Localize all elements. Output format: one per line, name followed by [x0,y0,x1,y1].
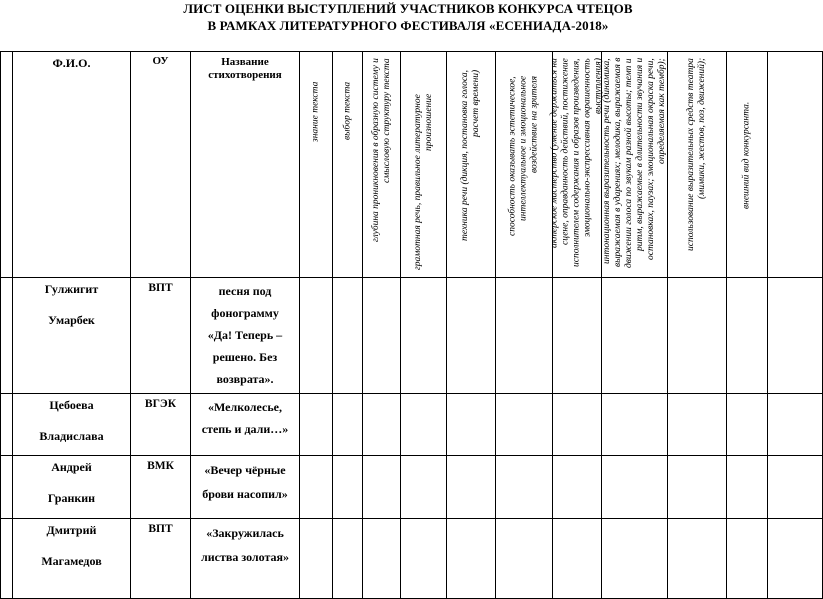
criterion-label: способность оказывать эстетическое, интеллектуальное и эмоциональное воздействие на зрителя [507,76,540,236]
participant-ou: ВПТ [131,519,191,599]
evaluation-table [0,51,823,599]
participant-first-name: Андрей [51,460,92,474]
criterion-header [363,52,401,278]
score-cell[interactable] [668,519,727,599]
poem-line: листва золотая» [200,550,290,564]
poem-line: степь и дали…» [201,422,289,436]
criterion-label: знание текста [310,82,321,143]
score-cell[interactable] [363,456,401,519]
score-cell[interactable] [602,278,668,394]
score-cell[interactable] [333,278,363,394]
extra-empty-cell [768,519,823,599]
score-cell[interactable] [401,456,447,519]
score-cell[interactable] [447,519,496,599]
participant-name [13,278,131,394]
table-row [1,278,823,394]
criterion-label: грамотная речь, правильное литературное произношение [412,94,434,270]
criterion-label: актерское мастерство (умение держаться на сцене, оправданность действий, постижение исполнителем содержания и образов произведения, эмоционально-экспрессивная окрашенность выступления) [549,58,604,267]
criterion-label: глубина проникновения в образную систему и смысловую структуру текста [370,58,392,242]
participant-poem [191,456,300,519]
poem-line: «Закружилась [206,526,284,540]
score-cell[interactable] [727,519,768,599]
score-cell[interactable] [300,456,333,519]
poem-line: «Вечер чёрные [204,463,286,477]
score-cell[interactable] [668,456,727,519]
score-cell[interactable] [727,394,768,456]
score-cell[interactable] [401,394,447,456]
criterion-label: использование выразительных средств театра (мимики, жестов, поз, движений); [686,58,707,251]
header-ou: ОУ [131,52,191,278]
score-cell[interactable] [363,394,401,456]
participant-last-name: Гранкин [47,491,96,505]
score-cell[interactable] [496,278,553,394]
poem-line: возврата». [216,372,274,386]
score-cell[interactable] [363,278,401,394]
score-cell[interactable] [333,394,363,456]
score-cell[interactable] [496,456,553,519]
participant-poem [191,278,300,394]
header-poem [191,52,300,278]
participant-name [13,456,131,519]
participant-name [13,394,131,456]
score-cell[interactable] [602,456,668,519]
left-margin-cell [1,456,13,519]
criterion-header [549,52,604,278]
extra-empty-cell [768,456,823,519]
table-row [1,519,823,599]
participant-poem [191,519,300,599]
score-cell[interactable] [727,278,768,394]
extra-empty-cell [768,394,823,456]
score-cell[interactable] [553,456,602,519]
poem-line: «Да! Теперь – [207,328,283,342]
participant-last-name: Владислава [39,429,104,443]
score-cell[interactable] [668,394,727,456]
score-cell[interactable] [401,519,447,599]
criterion-header [447,52,496,278]
criterion-header [727,52,768,278]
participant-first-name: Цебоева [49,398,94,412]
criterion-header [602,52,668,278]
left-margin-cell [1,519,13,599]
score-cell[interactable] [553,394,602,456]
participant-ou: ВГЭК [131,394,191,456]
poem-line: решено. Без [212,350,278,364]
score-cell[interactable] [553,519,602,599]
criterion-label: интонационная выразительность речи (динамика, выражаемая в ударениях; мелодика, выражаемая в движении голоса по звукам разной высоты; темп и ритм, выражаемые в длительности звучания и остановках, паузах; эмоциональная окраска речи, определяемая как тембр); [601,58,667,268]
score-cell[interactable] [447,394,496,456]
criterion-header [401,52,447,278]
score-cell[interactable] [602,394,668,456]
score-cell[interactable] [668,278,727,394]
participant-ou: ВПТ [131,278,191,394]
score-cell[interactable] [333,519,363,599]
table-row [1,456,823,519]
document-title-line-2: В РАМКАХ ЛИТЕРАТУРНОГО ФЕСТИВАЛЯ «ЕСЕНИАДА-2018» [207,18,609,33]
score-cell[interactable] [363,519,401,599]
criterion-label: внешний вид конкурсанта. [741,102,752,210]
header-row [1,52,823,278]
participant-ou: ВМК [131,456,191,519]
header-poem-line-1: Название [221,56,269,68]
score-cell[interactable] [727,456,768,519]
extra-empty-header [768,52,823,278]
criterion-header [668,52,727,278]
criterion-header [300,52,333,278]
score-cell[interactable] [602,519,668,599]
header-fio: Ф.И.О. [13,52,131,278]
score-cell[interactable] [300,394,333,456]
participant-last-name: Магамедов [41,554,102,568]
participant-name [13,519,131,599]
poem-line: фонограмму [211,306,279,320]
participant-first-name: Гулжигит [44,282,99,296]
table-row [1,394,823,456]
criterion-label: техника речи (дикция, постановка голоса, расчет времени) [460,70,481,241]
left-margin-cell [1,278,13,394]
criterion-header [333,52,363,278]
poem-line: песня под [218,284,272,298]
poem-line: «Мелколесье, [207,400,283,414]
score-cell[interactable] [447,456,496,519]
extra-empty-cell [768,278,823,394]
score-cell[interactable] [300,278,333,394]
score-cell[interactable] [333,456,363,519]
document-title-line-1: ЛИСТ ОЦЕНКИ ВЫСТУПЛЕНИЙ УЧАСТНИКОВ КОНКУРСА ЧТЕЦОВ [183,1,633,16]
participant-first-name: Дмитрий [46,523,97,537]
left-margin-cell [1,52,13,278]
score-cell[interactable] [496,519,553,599]
participant-poem [191,394,300,456]
header-poem-line-2: стихотворения [208,69,282,81]
poem-line: брови насопил» [202,487,288,501]
score-cell[interactable] [401,278,447,394]
left-margin-cell [1,394,13,456]
score-cell[interactable] [300,519,333,599]
criterion-label: выбор текста [342,82,352,141]
criterion-header [496,52,553,278]
participant-last-name: Умарбек [48,313,95,327]
score-cell[interactable] [553,278,602,394]
score-cell[interactable] [447,278,496,394]
score-cell[interactable] [496,394,553,456]
